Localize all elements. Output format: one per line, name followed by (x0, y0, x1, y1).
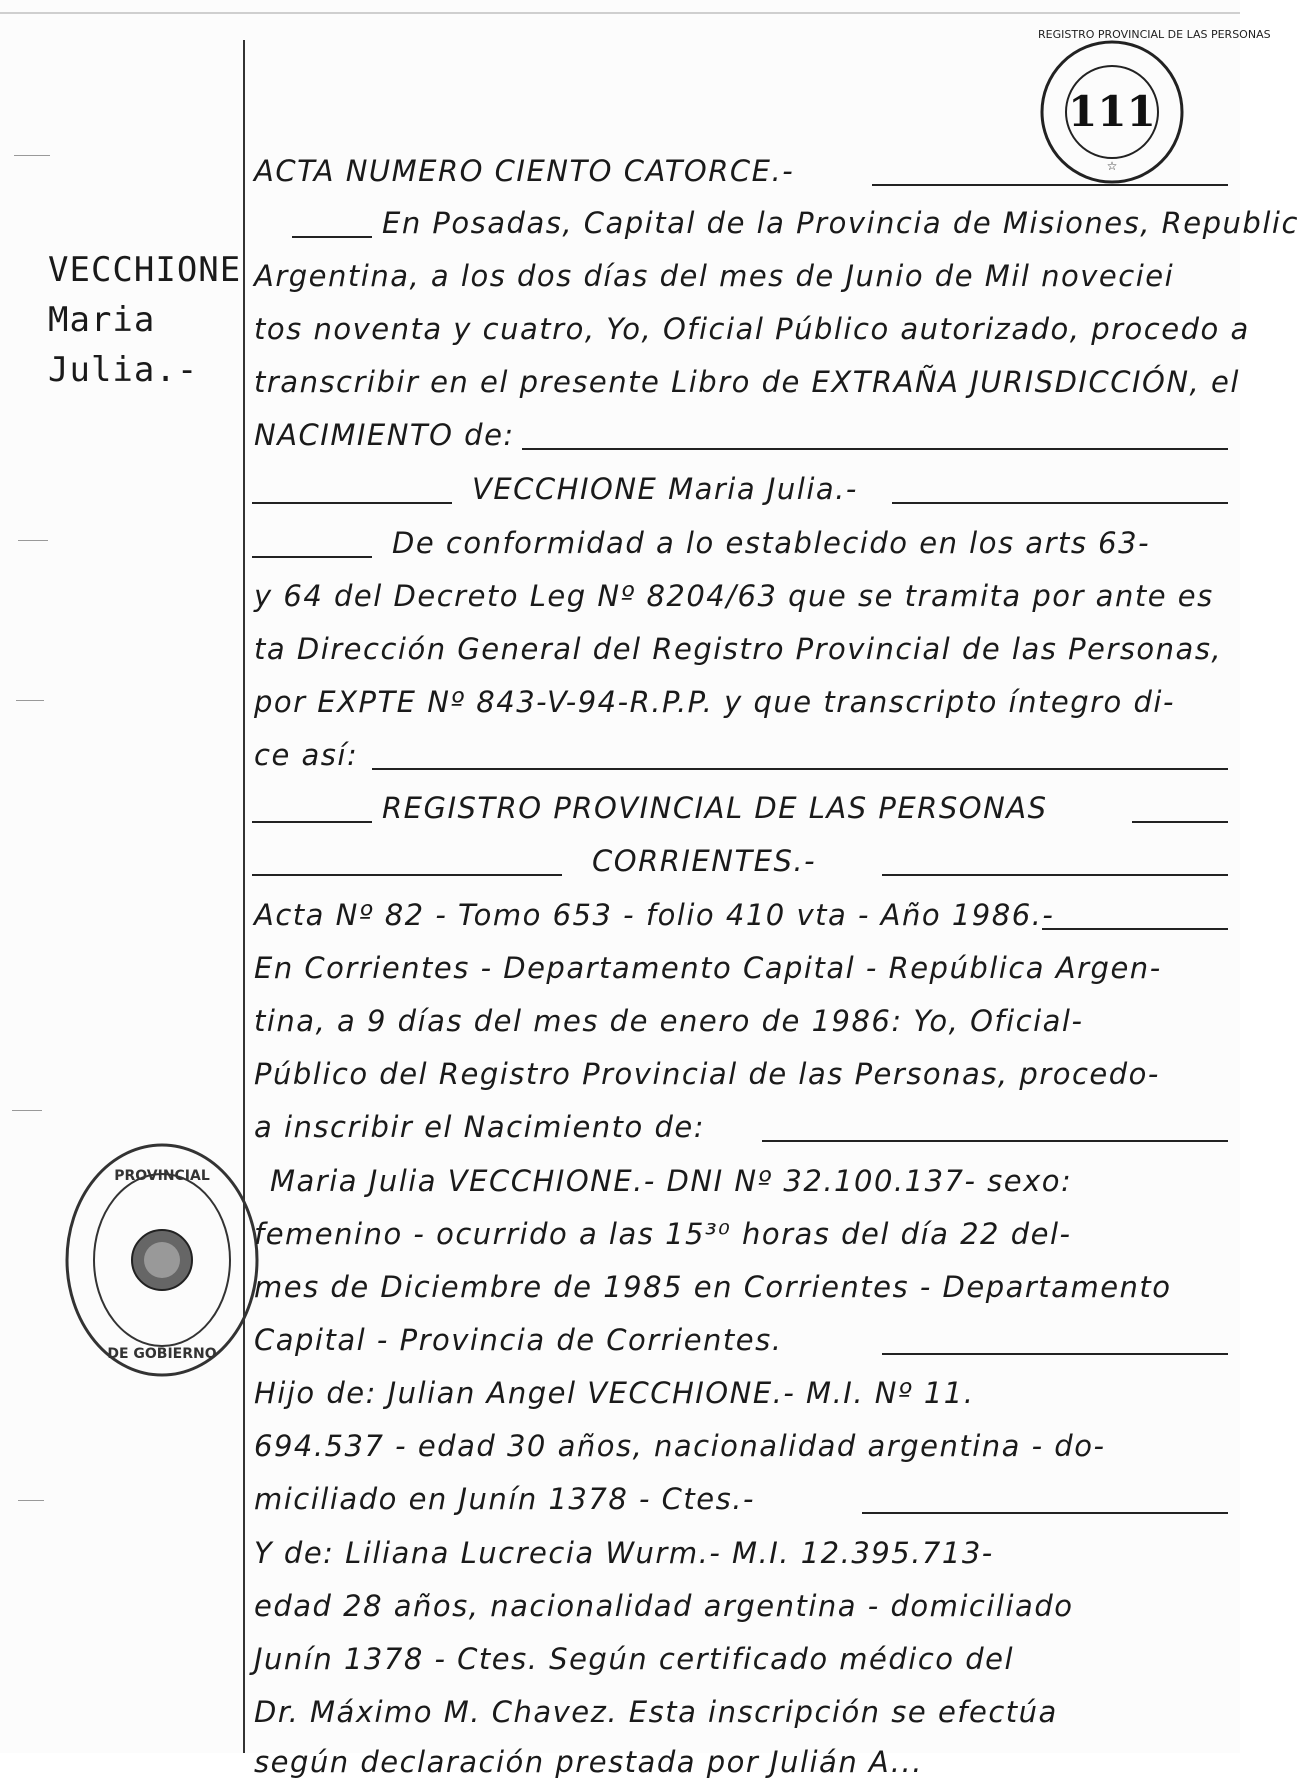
line-text: edad 28 años, nacionalidad argentina - domiciliado (254, 1589, 1074, 1623)
line-text: Junín 1378 - Ctes. Según certificado médico del (254, 1642, 1015, 1676)
margin-speck (16, 700, 44, 701)
line-text: REGISTRO PROVINCIAL DE LAS PERSONAS (382, 791, 1048, 825)
margin-surname: VECCHIONE (48, 250, 242, 290)
document-line (252, 1520, 1230, 1574)
line-text: Acta Nº 82 - Tomo 653 - folio 410 vta - Año 1986.- (254, 898, 1055, 932)
line-text: En Corrientes - Departamento Capital - República Argen- (254, 951, 1162, 985)
document-line (252, 669, 1230, 723)
fill-line (252, 556, 372, 558)
line-text: De conformidad a lo establecido en los arts 63- (392, 526, 1151, 560)
document-line (252, 1307, 1230, 1361)
document-line (252, 1254, 1230, 1308)
line-text: según declaración prestada por Julián A... (254, 1745, 923, 1779)
document-line (252, 296, 1250, 350)
line-text: femenino - ocurrido a las 15³⁰ horas del día 22 del- (254, 1217, 1072, 1251)
document-line (252, 722, 1230, 776)
line-text: ce así: (254, 738, 359, 772)
document-line (252, 1466, 1230, 1520)
fill-line (522, 448, 1228, 450)
margin-line (243, 40, 245, 1753)
document-line (252, 243, 1230, 297)
margin-annotation (48, 245, 241, 395)
line-text: Argentina, a los dos días del mes de Junio de Mil noveciei (254, 259, 1175, 293)
fill-line (862, 1512, 1228, 1514)
document-line (252, 1413, 1230, 1467)
line-text: Y de: Liliana Lucrecia Wurm.- M.I. 12.395.713- (254, 1536, 994, 1570)
svg-text:PROVINCIAL: PROVINCIAL (114, 1168, 210, 1184)
fill-line (1132, 821, 1228, 823)
document-line (252, 1573, 1230, 1627)
line-text: mes de Diciembre de 1985 en Corrientes - Departamento (254, 1270, 1172, 1304)
svg-text:☆: ☆ (1106, 159, 1118, 173)
line-text: y 64 del Decreto Leg Nº 8204/63 que se tramita por ante es (254, 579, 1214, 613)
line-text: NACIMIENTO de: (254, 418, 515, 452)
line-text: tos noventa y cuatro, Yo, Oficial Público autorizado, procedo a (254, 312, 1250, 346)
document-line (252, 1041, 1230, 1095)
fill-line (252, 502, 452, 504)
document-line (252, 563, 1230, 617)
fill-line (372, 768, 1228, 770)
fill-line (1042, 928, 1228, 930)
document-line (252, 190, 1299, 244)
document-line (252, 882, 1230, 936)
fill-line (882, 874, 1228, 876)
line-text: 694.537 - edad 30 años, nacionalidad argentina - do- (254, 1429, 1106, 1463)
line-text: a inscribir el Nacimiento de: (254, 1110, 706, 1144)
document-line (252, 775, 1230, 829)
line-text: Hijo de: Julian Angel VECCHIONE.- M.I. Nº 11. (254, 1376, 975, 1410)
document-line (252, 935, 1230, 989)
margin-speck (18, 1500, 44, 1501)
line-text: Maria Julia VECCHIONE.- DNI Nº 32.100.137- sexo: (270, 1164, 1073, 1198)
margin-speck (18, 540, 48, 541)
document-line (252, 1729, 1230, 1783)
line-text: Público del Registro Provincial de las Personas, procedo- (254, 1057, 1160, 1091)
document-line (252, 1094, 1230, 1148)
fill-line (882, 1353, 1228, 1355)
fill-line (252, 821, 372, 823)
document-line (252, 1360, 1230, 1414)
page-top-edge (0, 12, 1240, 14)
line-text: CORRIENTES.- (592, 844, 817, 878)
margin-speck (12, 1110, 42, 1111)
document-line (252, 349, 1240, 403)
ministry-seal (62, 1140, 262, 1380)
document-line (252, 456, 1230, 510)
line-text: transcribir en el presente Libro de EXTRAÑA JURISDICCIÓN, el (254, 365, 1240, 399)
line-text: miciliado en Junín 1378 - Ctes.- (254, 1482, 755, 1516)
margin-first-name: Maria (48, 300, 156, 340)
fill-line (252, 874, 562, 876)
document-line (252, 828, 1230, 882)
line-text: por EXPTE Nº 843-V-94-R.P.P. y que transcripto íntegro di- (254, 685, 1175, 719)
document-line (252, 402, 1230, 456)
document-line (252, 1201, 1230, 1255)
document-line (252, 988, 1230, 1042)
line-text: ta Dirección General del Registro Provincial de las Personas, (254, 632, 1223, 666)
line-text: Capital - Provincia de Corrientes. (254, 1323, 783, 1357)
document-line (252, 510, 1230, 564)
svg-text:DE GOBIERNO: DE GOBIERNO (107, 1346, 217, 1362)
line-text: tina, a 9 días del mes de enero de 1986: Yo, Oficial- (254, 1004, 1084, 1038)
fill-line (292, 236, 372, 238)
fill-line (872, 184, 1228, 186)
document-line (252, 1148, 1230, 1202)
stamp-number: 111 (1068, 87, 1156, 136)
fill-line (892, 502, 1228, 504)
document-line (252, 1679, 1230, 1733)
document-line (252, 1626, 1230, 1680)
fill-line (762, 1140, 1228, 1142)
line-text: Dr. Máximo M. Chavez. Esta inscripción se efectúa (254, 1695, 1058, 1729)
line-text: VECCHIONE Maria Julia.- (472, 472, 858, 506)
margin-second-name: Julia.- (48, 350, 199, 390)
document-line (252, 616, 1230, 670)
svg-text:REGISTRO PROVINCIAL DE LAS PER: REGISTRO PROVINCIAL DE LAS PERSONAS (1038, 28, 1271, 41)
document-line (252, 138, 1230, 192)
line-text: ACTA NUMERO CIENTO CATORCE.- (254, 154, 795, 188)
line-text: En Posadas, Capital de la Provincia de Misiones, Republic (382, 206, 1299, 240)
margin-speck (14, 155, 50, 156)
